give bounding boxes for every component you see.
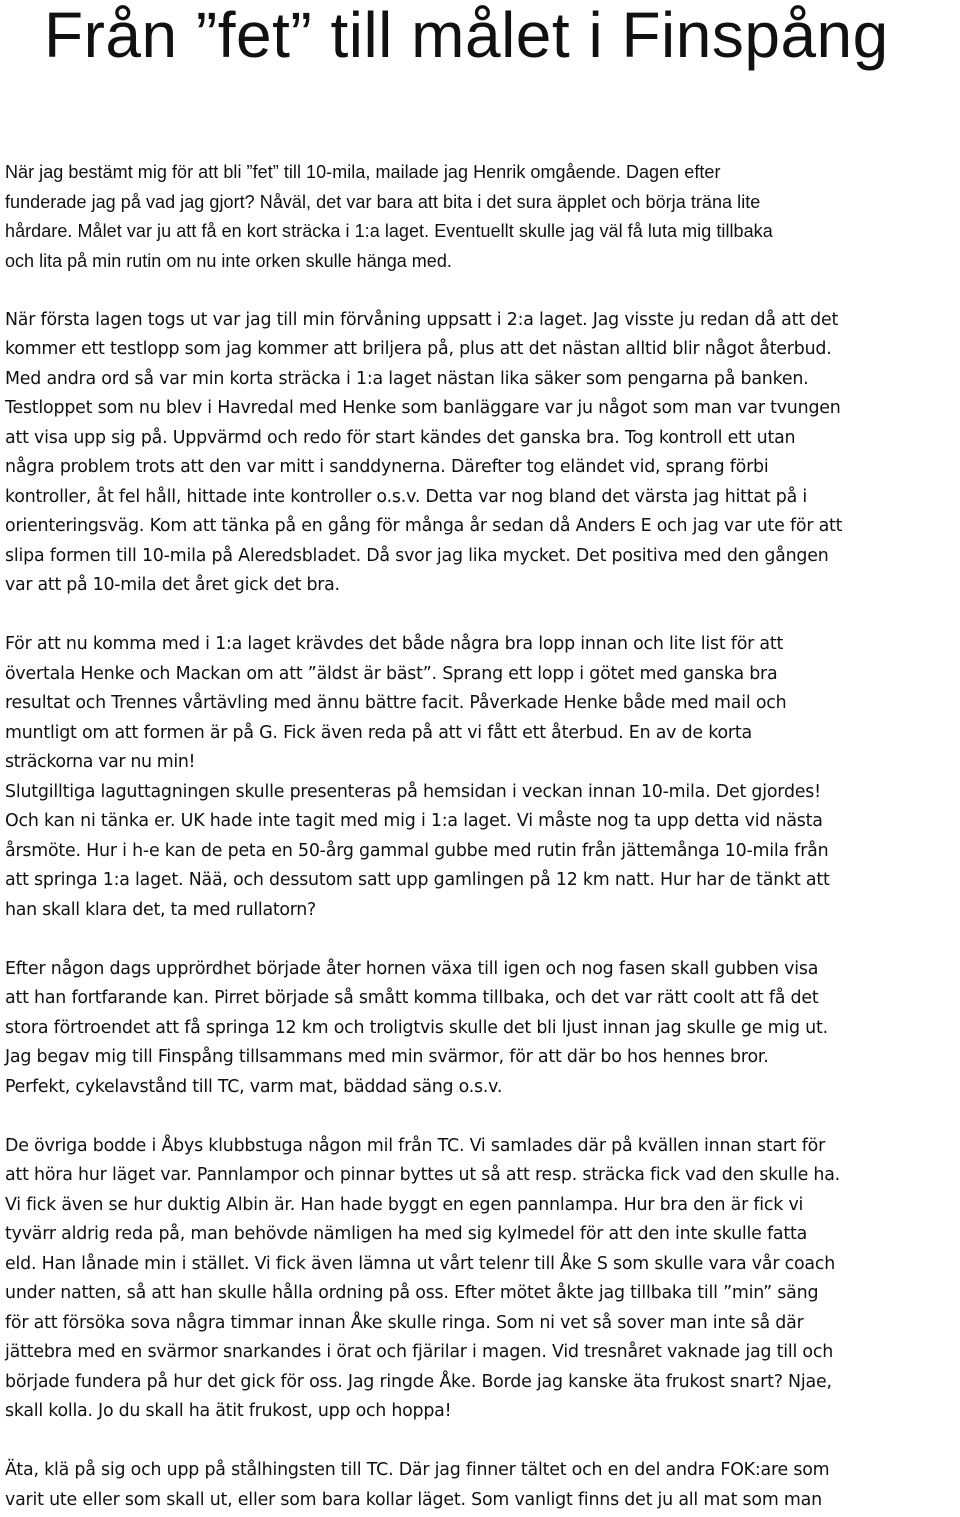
paragraph-line: att höra hur läget var. Pannlampor och pinnar byttes ut så att resp. sträcka fick vad den skulle ha. [5,1165,841,1185]
paragraph-gap [5,276,960,306]
paragraph-line: att visa upp sig på. Uppvärmd och redo för start kändes det ganska bra. Tog kontroll ett utan [5,427,796,448]
paragraph-gap [5,1102,960,1132]
paragraph-line: varit ute eller som skall ut, eller som bara kollar läget. Som vanligt finns det ju all mat som man [5,1489,822,1510]
paragraph-line: kontroller, åt fel håll, hittade inte kontroller o.s.v. Detta var nog bland det värsta jag hittat på i [5,486,808,507]
paragraph-line: att springa 1:a laget. Nää, och dessutom satt upp gamlingen på 12 km natt. Hur har de tänkt att [5,870,830,890]
paragraph-line: Jag begav mig till Finspång tillsammans med min svärmor, för att där bo hos hennes bror. [5,1047,769,1067]
paragraph-line: började fundera på hur det gick för oss. Jag ringde Åke. Borde jag kanske äta frukost snart? Njae, [5,1371,832,1392]
paragraph-line: jättebra med en svärmor snarkandes i örat och fjärilar i magen. Vid tresnåret vaknade jag till och [5,1342,834,1362]
paragraph-line: han skall klara det, ta med rullatorn? [5,899,316,920]
paragraph-line: årsmöte. Hur i h-e kan de peta en 50-årg gammal gubbe med rutin från jättemånga 10-mila från [5,840,829,861]
paragraph-line: kommer ett testlopp som jag kommer att briljera på, plus att det nästan alltid blir något återbud. [5,339,832,359]
paragraph-line: stora förtroendet att få springa 12 km och troligtvis skulle det bli ljust innan jag skulle ge mig ut. [5,1017,828,1038]
paragraph-line: skall kolla. Jo du skall ha ätit frukost, upp och hoppa! [5,1401,452,1421]
paragraph-line: När jag bestämt mig för att bli ”fet” till 10-mila, mailade jag Henrik omgående. Dagen efter [5,162,721,182]
paragraph-line: eld. Han lånade min i stället. Vi fick även lämna ut vårt telenr till Åke S som skulle vara vår coach [5,1253,836,1274]
paragraph-line: under natten, så att han skulle hålla ordning på oss. Efter mötet åkte jag tillbaka till ”min” säng [5,1283,819,1303]
paragraph-line: De övriga bodde i Åbys klubbstuga någon mil från TC. Vi samlades där på kvällen innan start för [5,1135,826,1156]
paragraph [5,630,960,925]
paragraph-line: tyvärr aldrig reda på, man behövde nämligen ha med sig kylmedel för att den inte skulle fatta [5,1224,808,1244]
paragraph-line: övertala Henke och Mackan om att ”äldst är bäst”. Sprang ett lopp i götet med ganska bra [5,663,778,684]
paragraph-line: Och kan ni tänka er. UK hade inte tagit med mig i 1:a laget. Vi måste nog ta upp detta vid nästa [5,811,823,831]
paragraph [5,1456,960,1515]
paragraph-line: var att på 10-mila det året gick det bra. [5,575,340,595]
paragraph-line: Med andra ord så var min korta sträcka i 1:a laget nästan lika säker som pengarna på banken. [5,368,809,389]
document-body [5,158,960,1515]
paragraph-line: att han fortfarande kan. Pirret började så smått komma tillbaka, och det var rätt coolt att få det [5,988,819,1008]
paragraph [5,955,960,1103]
paragraph-line: För att nu komma med i 1:a laget krävdes det både några bra lopp innan och lite list för att [5,634,784,654]
paragraph-gap [5,1427,960,1457]
paragraph-line: muntligt om att formen är på G. Fick även reda på att vi fått ett återbud. En av de korta [5,722,752,743]
paragraph-line: sträckorna var nu min! [5,752,196,772]
paragraph-line: Slutgilltiga laguttagningen skulle presenteras på hemsidan i veckan innan 10-mila. Det gjordes! [5,781,821,802]
paragraph [5,158,960,276]
paragraph [5,1132,960,1427]
paragraph-line: för att försöka sova några timmar innan Åke skulle ringa. Som ni vet så sover man inte så där [5,1312,804,1333]
paragraph-line: och lita på min rutin om nu inte orken skulle hänga med. [5,250,452,271]
paragraph-line: Efter någon dags upprördhet började åter hornen växa till igen och nog fasen skall gubben visa [5,958,819,979]
paragraph-gap [5,925,960,955]
paragraph-line: Vi fick även se hur duktig Albin är. Han hade byggt en egen pannlampa. Hur bra den är fick vi [5,1194,804,1215]
paragraph-line: hårdare. Målet var ju att få en kort sträcka i 1:a laget. Eventuellt skulle jag väl få luta mig tillbaka [5,221,773,241]
paragraph-line: När första lagen togs ut var jag till min förvåning uppsatt i 2:a laget. Jag visste ju redan då att det [5,309,839,330]
paragraph-line: resultat och Trennes vårtävling med ännu bättre facit. Påverkade Henke både med mail och [5,693,787,713]
paragraph-gap [5,601,960,631]
document-title: Från ”fet” till målet i Finspång [44,0,889,71]
paragraph-line: orienteringsväg. Kom att tänka på en gång för många år sedan då Anders E och jag var ute för att [5,516,843,536]
paragraph-line: några problem trots att den var mitt i sanddynerna. Därefter tog eländet vid, sprang förbi [5,457,769,477]
paragraph-line: funderade jag på vad jag gjort? Nåväl, det var bara att bita i det sura äpplet och börja träna lite [5,191,761,212]
paragraph-line: Testloppet som nu blev i Havredal med Henke som banläggare var ju något som man var tvungen [5,398,841,418]
paragraph-line: Äta, klä på sig och upp på stålhingsten till TC. Där jag finner tältet och en del andra FOK:are som [5,1460,830,1480]
paragraph-line: slipa formen till 10-mila på Aleredsbladet. Då svor jag lika mycket. Det positiva med den gången [5,545,829,566]
paragraph-line: Perfekt, cykelavstånd till TC, varm mat, bäddad säng o.s.v. [5,1076,503,1097]
paragraph [5,306,960,601]
